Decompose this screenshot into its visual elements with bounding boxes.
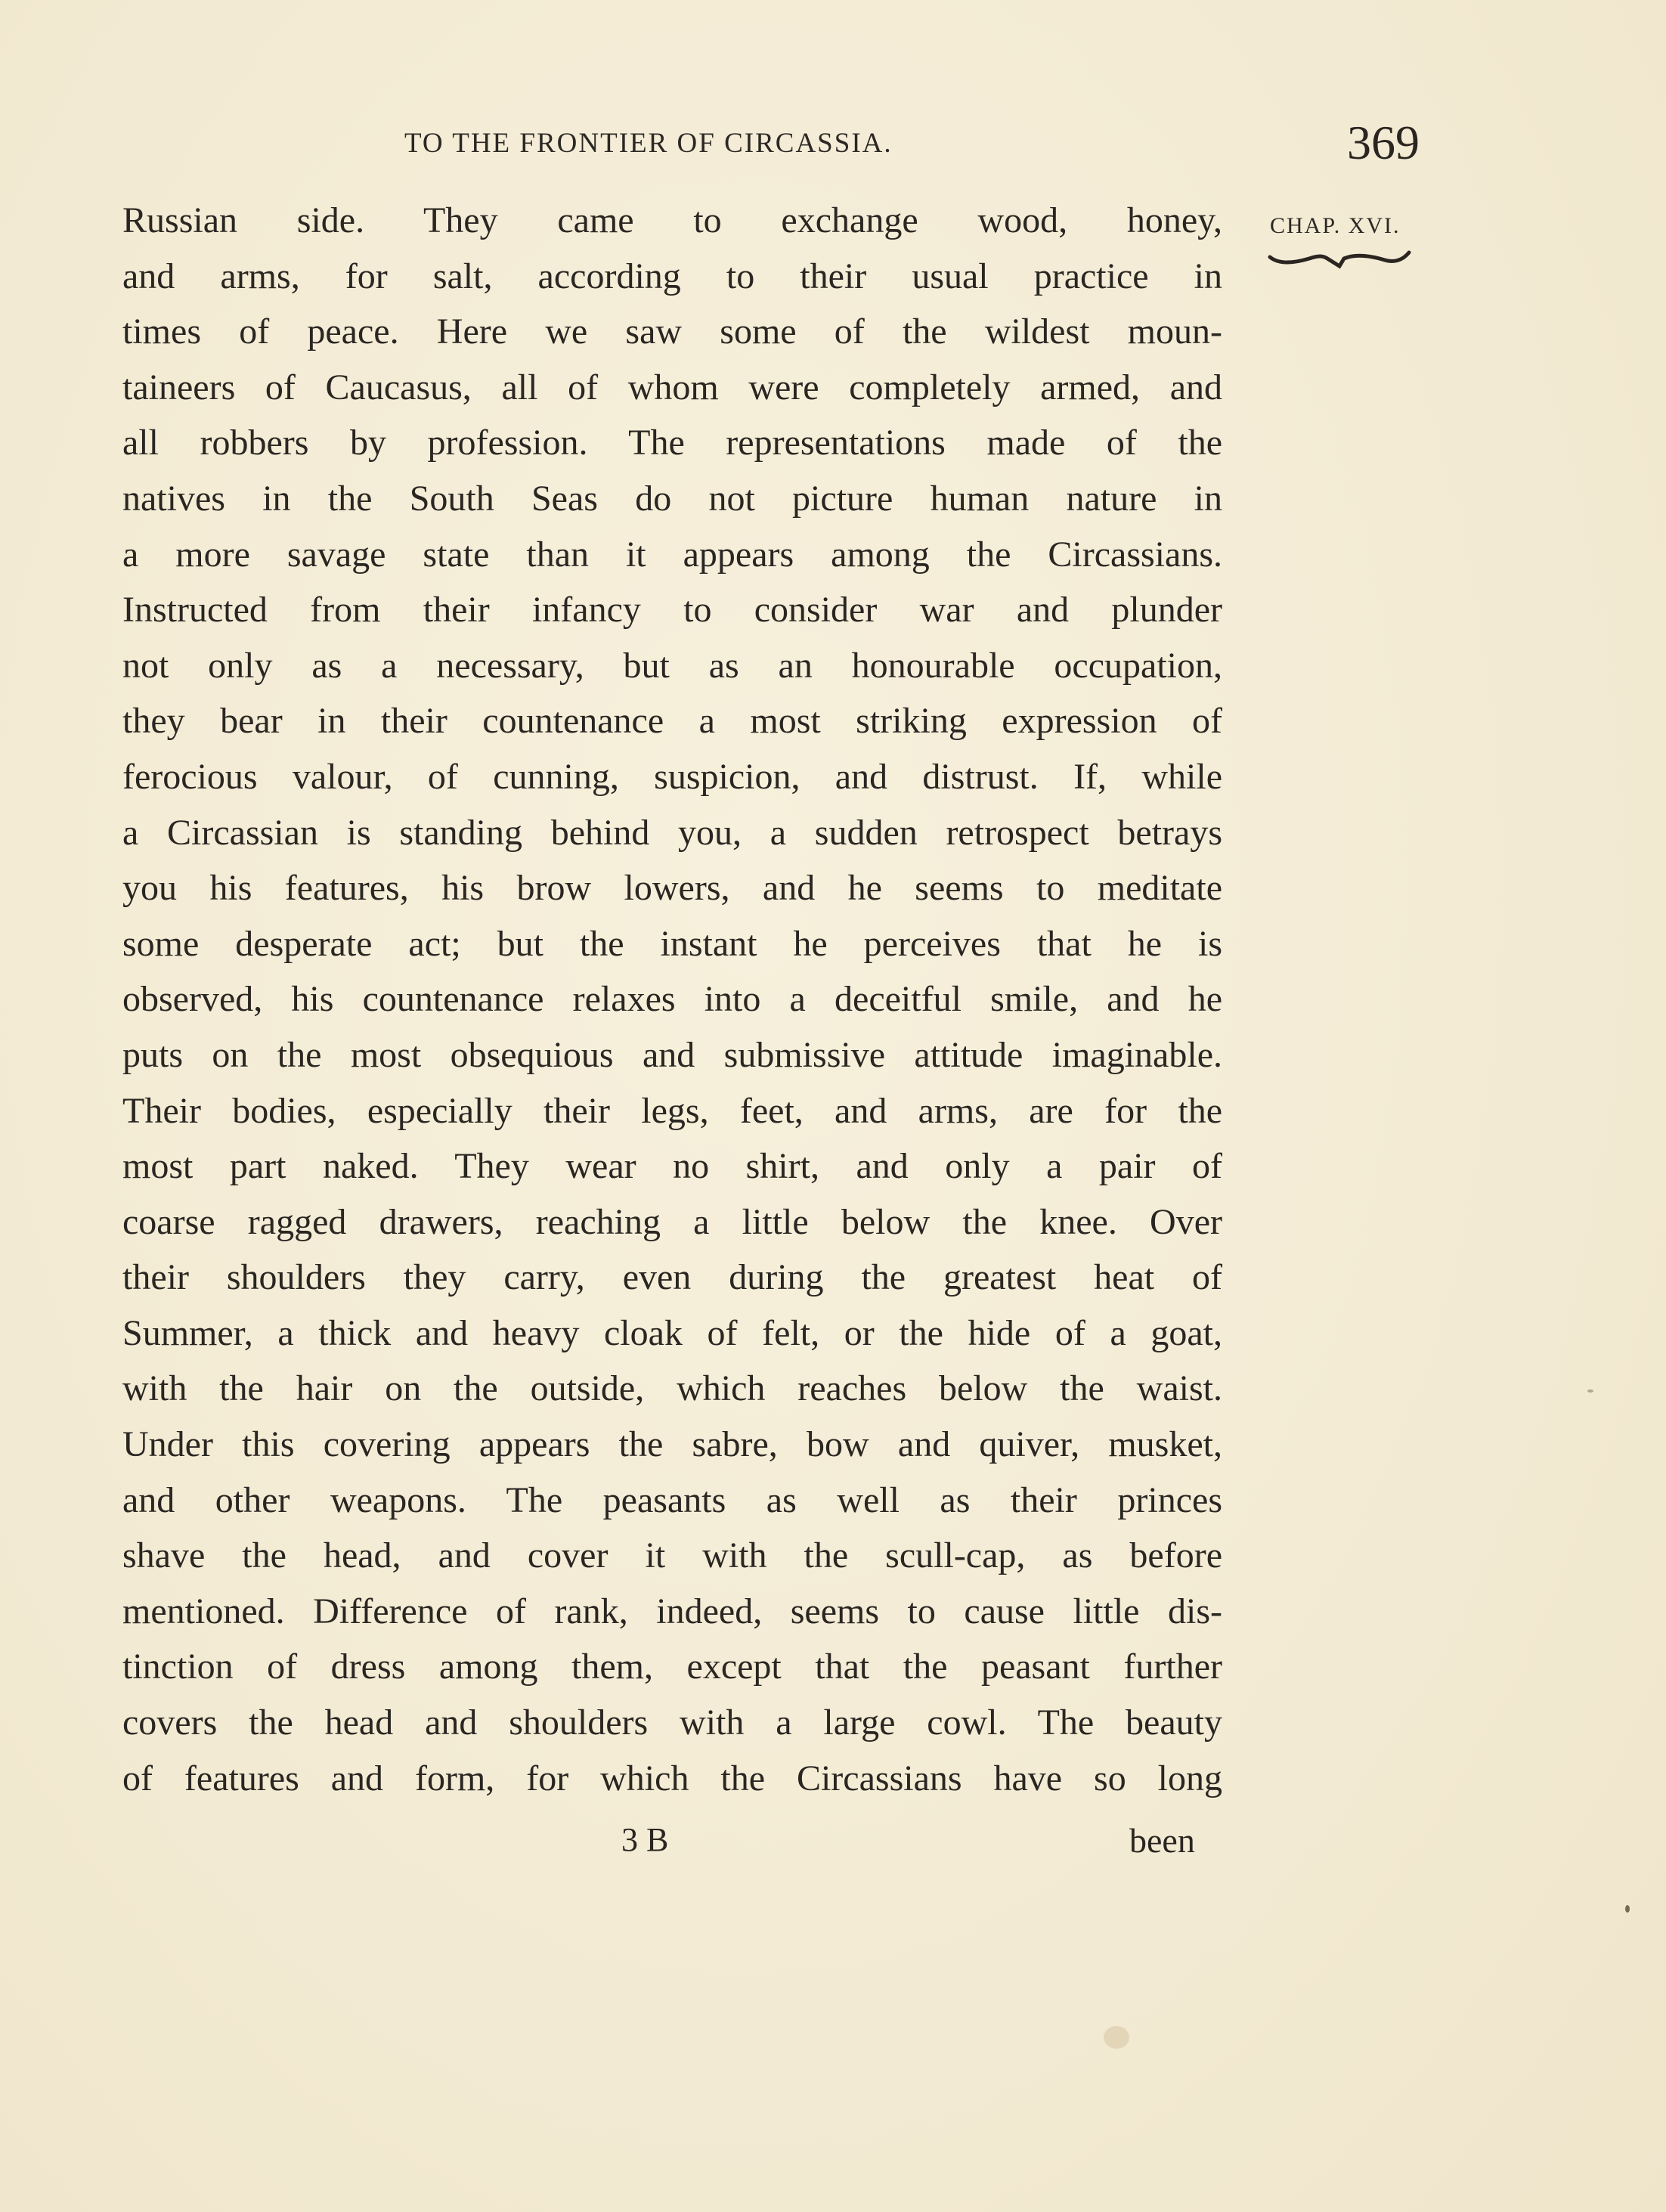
paper-speck (1587, 1389, 1593, 1393)
text-line: shave the head, and cover it with the scull-cap, as before (122, 1535, 1222, 1576)
text-line: a more savage state than it appears among the Circassians. (122, 534, 1222, 575)
paper-speck (1104, 2026, 1129, 2049)
text-line: Russian side. They came to exchange wood, honey, (122, 200, 1222, 240)
text-line: most part naked. They wear no shirt, and only a pair of (122, 1146, 1222, 1187)
text-line: Their bodies, especially their legs, feet, and arms, are for the (122, 1090, 1222, 1131)
text-line: Under this covering appears the sabre, bow and quiver, musket, (122, 1424, 1222, 1465)
text-line: mentioned. Difference of rank, indeed, seems to cause little dis- (122, 1591, 1222, 1631)
text-line: and other weapons. The peasants as well as their princes (122, 1479, 1222, 1520)
body-text (122, 193, 1222, 1806)
running-head: TO THE FRONTIER OF CIRCASSIA. (404, 128, 893, 159)
catchword: been (1129, 1821, 1195, 1860)
text-line: not only as a necessary, but as an honourable occupation, (122, 645, 1222, 686)
text-line: covers the head and shoulders with a large cowl. The beauty (122, 1702, 1222, 1743)
page-number: 369 (1347, 116, 1420, 169)
text-line: and arms, for salt, according to their usual practice in (122, 256, 1222, 296)
text-line: observed, his countenance relaxes into a deceitful smile, and he (122, 979, 1222, 1020)
text-line: times of peace. Here we saw some of the wildest moun- (122, 311, 1222, 352)
text-line: all robbers by profession. The representations made of the (122, 423, 1222, 463)
text-line: their shoulders they carry, even during the greatest heat of (122, 1257, 1222, 1298)
text-line: you his features, his brow lowers, and he seems to meditate (122, 868, 1222, 909)
paper-speck (1625, 1905, 1630, 1913)
text-line: taineers of Caucasus, all of whom were completely armed, and (122, 367, 1222, 407)
text-line: Instructed from their infancy to consider war and plunder (122, 590, 1222, 630)
text-line: with the hair on the outside, which reaches below the waist. (122, 1368, 1222, 1409)
text-line: they bear in their countenance a most striking expression of (122, 701, 1222, 742)
text-line: puts on the most obsequious and submissive attitude imaginable. (122, 1034, 1222, 1075)
text-line: a Circassian is standing behind you, a sudden retrospect betrays (122, 812, 1222, 853)
ornamental-flourish-icon (1264, 248, 1415, 278)
text-line: natives in the South Seas do not picture human nature in (122, 478, 1222, 519)
text-line: Summer, a thick and heavy cloak of felt, or the hide of a goat, (122, 1312, 1222, 1353)
text-line: of features and form, for which the Circassians have so long (122, 1758, 1222, 1798)
text-line: ferocious valour, of cunning, suspicion, and distrust. If, while (122, 756, 1222, 797)
signature-mark: 3 B (621, 1821, 669, 1858)
text-line: tinction of dress among them, except that the peasant further (122, 1647, 1222, 1687)
text-line: coarse ragged drawers, reaching a little below the knee. Over (122, 1201, 1222, 1242)
text-line: some desperate act; but the instant he perceives that he is (122, 923, 1222, 964)
margin-chapter-note: CHAP. XVI. (1270, 213, 1401, 238)
